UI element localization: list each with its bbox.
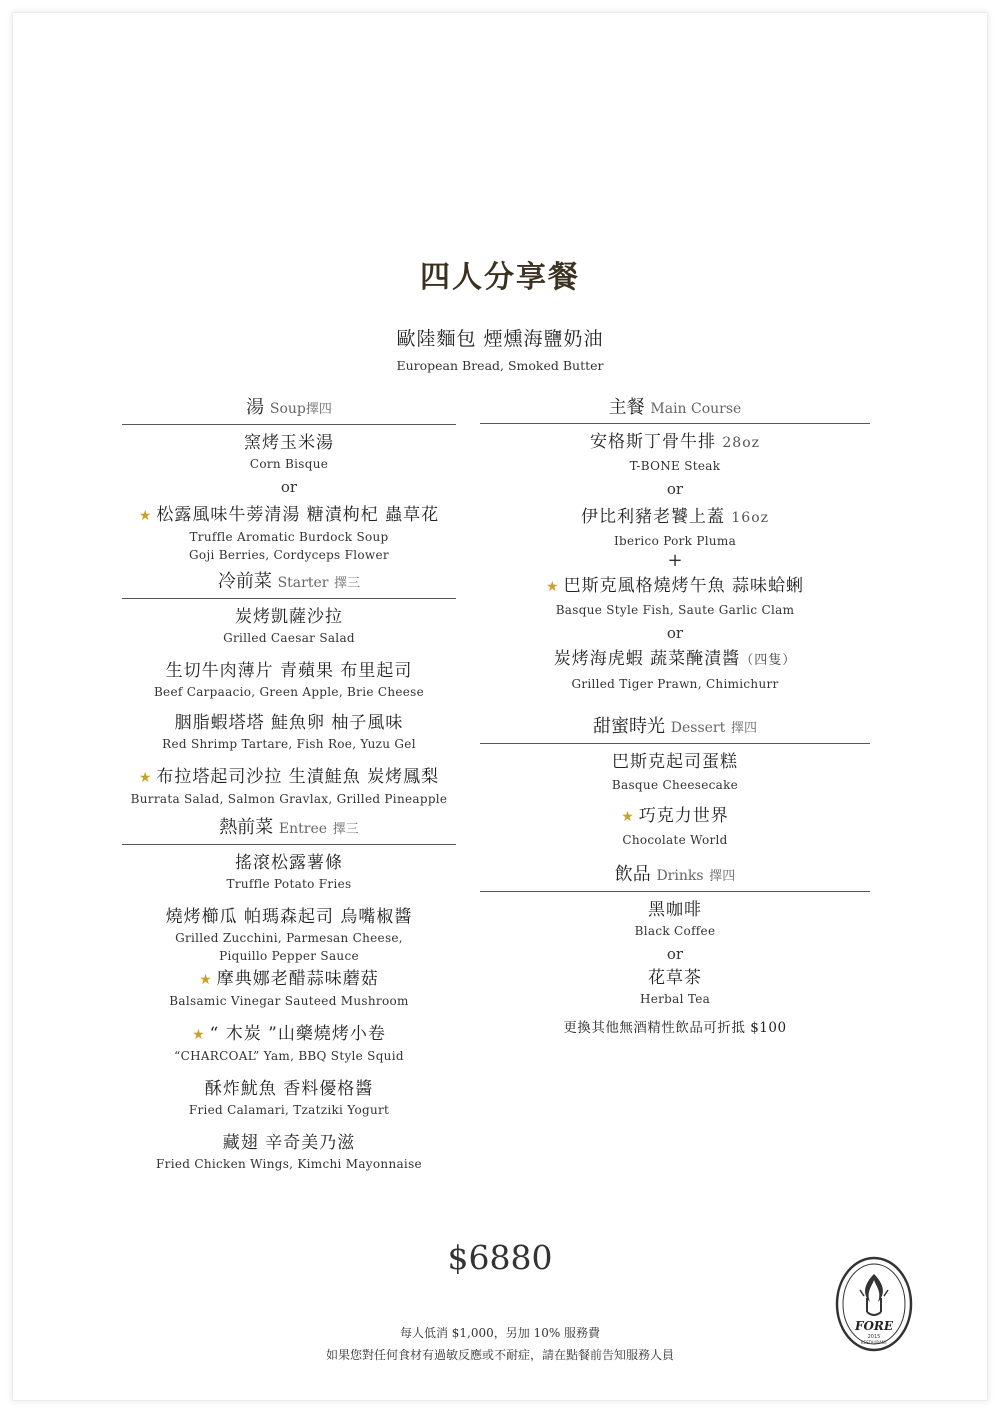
star-icon: ★ — [138, 508, 153, 524]
right-column — [480, 396, 870, 1036]
star-icon: ★ — [621, 809, 635, 825]
drinks-note: 更換其他無酒精性飲品可折抵 $100 — [563, 1020, 787, 1036]
dish-item: ★ 摩典娜老醋蒜味蘑菇 Balsamic Vinegar Sauteed Mushroom — [169, 969, 409, 1008]
footer-line-allergy: 如果您對任何食材有過敏反應或不耐症，請在點餐前告知服務人員 — [325, 1348, 674, 1362]
star-icon: ★ — [138, 770, 153, 786]
dish-item: 炭烤凱薩沙拉 Grilled Caesar Salad — [223, 607, 355, 645]
footer-line-min-charge: 每人低消 $1,000，另加 10% 服務費 — [399, 1326, 601, 1340]
dish-item: ★ 布拉塔起司沙拉 生漬鮭魚 炭烤鳳梨 Burrata Salad, Salmon Gravlax, Grilled Pineapple — [130, 767, 448, 806]
dish-item: 搖滾松露薯條 Truffle Potato Fries — [226, 853, 352, 891]
dish-item: 花草茶 Herbal Tea — [639, 968, 711, 1006]
set-price: $6880 — [447, 1238, 553, 1277]
logo-sub: RESTAURANT — [860, 1340, 888, 1345]
or-separator: or — [666, 480, 684, 498]
section-header-soup: 湯 Soup擇四 — [122, 396, 456, 425]
dish-item: 黑咖啡 Black Coffee — [634, 900, 716, 938]
section-header-dessert: 甜蜜時光 Dessert 擇四 — [480, 715, 870, 744]
dish-item: ★ 松露風味牛蒡清湯 糖漬枸杞 蟲草花 Truffle Aromatic Burdock Soup Goji Berries, Cordyceps Flower — [138, 505, 440, 562]
section-header-main: 主餐 Main Course — [480, 396, 870, 424]
dish-item: 生切牛肉薄片 青蘋果 布里起司 Beef Carpaacio, Green Apple, Brie Cheese — [153, 661, 425, 699]
left-column — [122, 396, 456, 1173]
dish-item: 安格斯丁骨牛排 28oz T-BONE Steak — [589, 432, 761, 473]
dish-item: 燒烤櫛瓜 帕瑪森起司 烏嘴椒醬 Grilled Zucchini, Parmesan Cheese, Piquillo Pepper Sauce — [165, 907, 413, 963]
star-icon: ★ — [546, 579, 560, 595]
or-separator: or — [666, 945, 684, 963]
dish-item: ★ 巴斯克風格燒烤午魚 蒜味蛤蜊 Basque Style Fish, Saute Garlic Clam — [546, 576, 804, 617]
dish-item: 胭脂蝦塔塔 鮭魚卵 柚子風味 Red Shrimp Tartare, Fish Roe, Yuzu Gel — [162, 713, 416, 751]
bread-en: European Bread, Smoked Butter — [396, 358, 604, 373]
dish-item: ★ “ 木炭 ”山藥燒烤小卷 “CHARCOAL” Yam, BBQ Style Squid — [174, 1024, 404, 1063]
dish-item: 伊比利豬老饕上蓋 16oz Iberico Pork Pluma — [580, 507, 770, 548]
or-separator: or — [666, 624, 684, 642]
section-header-entree: 熱前菜 Entree 擇三 — [122, 816, 456, 845]
star-icon: ★ — [192, 1027, 206, 1043]
logo-year: 2015 — [867, 1334, 881, 1340]
bread-zh: 歐陸麵包 煙燻海鹽奶油 — [396, 328, 604, 350]
star-icon: ★ — [199, 972, 213, 988]
section-header-starter: 冷前菜 Starter 擇三 — [122, 570, 456, 599]
dish-item: 窯烤玉米湯 Corn Bisque — [244, 433, 334, 471]
dish-item: 酥炸魷魚 香料優格醬 Fried Calamari, Tzatziki Yogurt — [188, 1079, 390, 1117]
restaurant-logo — [834, 1252, 914, 1352]
plus-separator: + — [667, 550, 683, 571]
menu-title: 四人分享餐 — [420, 260, 580, 295]
logo-text: FORE — [854, 1319, 894, 1333]
dish-item: 巴斯克起司蛋糕 Basque Cheesecake — [611, 752, 739, 792]
dish-item: 藏翅 辛奇美乃滋 Fried Chicken Wings, Kimchi Mayonnaise — [156, 1133, 422, 1171]
section-header-drinks: 飲品 Drinks 擇四 — [480, 863, 870, 892]
or-separator: or — [280, 478, 298, 496]
dish-item: 炭烤海虎蝦 蔬菜醃漬醬（四隻） Grilled Tiger Prawn, Chimichurr — [553, 649, 797, 691]
dish-item: ★ 巧克力世界 Chocolate World — [621, 806, 729, 847]
